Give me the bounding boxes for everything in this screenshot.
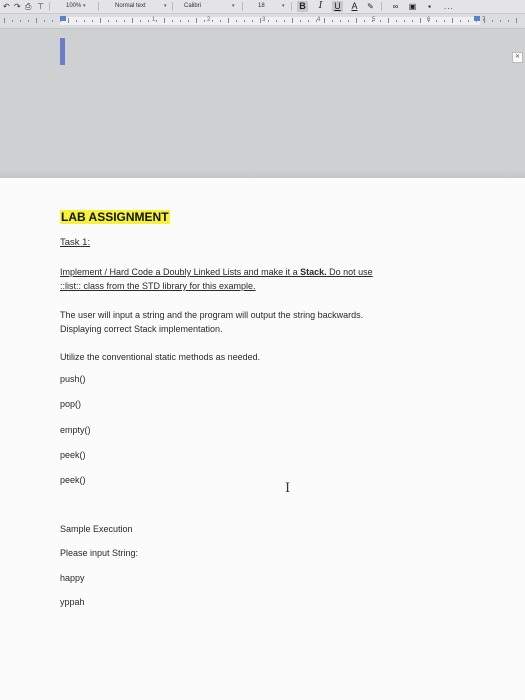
- ruler-tick: [132, 18, 133, 23]
- ruler-tick: [180, 20, 181, 22]
- ruler-tick: [388, 18, 389, 23]
- ruler-number: 3: [262, 17, 266, 23]
- paint-format-icon[interactable]: ⊤: [37, 2, 44, 11]
- ruler-tick: [36, 18, 37, 23]
- ruler-tick: [516, 18, 517, 23]
- ruler-tick: [324, 18, 325, 23]
- method-pop: pop(): [60, 399, 82, 409]
- redo-icon[interactable]: ↷: [14, 2, 21, 11]
- ruler-tick: [332, 20, 333, 22]
- method-empty: empty(): [60, 425, 91, 435]
- font-caret-icon: ▾: [232, 3, 235, 9]
- ruler-tick: [4, 18, 5, 23]
- ruler-tick: [12, 20, 13, 22]
- ruler-tick: [356, 18, 357, 23]
- ruler-tick: [76, 20, 77, 22]
- undo-icon[interactable]: ↶: [3, 2, 10, 11]
- right-indent-marker[interactable]: [474, 16, 480, 21]
- ruler-tick: [396, 20, 397, 22]
- underline-button[interactable]: U: [332, 1, 343, 12]
- ruler-tick: [300, 20, 301, 22]
- font-value: Calibri: [184, 3, 202, 9]
- ruler-tick: [92, 20, 93, 22]
- method-peek: peek(): [60, 450, 86, 460]
- sample-output: yppah: [60, 597, 85, 607]
- highlight-icon[interactable]: ✎: [367, 2, 374, 11]
- ruler-number: 4: [317, 17, 321, 23]
- style-value: Normal text: [115, 3, 146, 9]
- ruler-number: 7: [482, 17, 486, 23]
- text-color-button[interactable]: A: [351, 1, 358, 11]
- ruler-tick: [116, 20, 117, 22]
- ruler-tick: [156, 20, 157, 22]
- method-peek-2: peek(): [60, 475, 86, 485]
- ruler-tick: [124, 20, 125, 22]
- ruler-tick: [60, 20, 61, 22]
- zoom-value: 100%: [66, 3, 82, 9]
- requirement-line-1: [60, 267, 373, 277]
- ruler-number: 5: [372, 17, 376, 23]
- ruler-number: 6: [427, 17, 431, 23]
- sample-input: happy: [60, 573, 85, 583]
- ruler-tick: [52, 20, 53, 22]
- ruler-tick: [348, 20, 349, 22]
- ruler-tick: [284, 20, 285, 22]
- ruler-tick: [340, 20, 341, 22]
- comment-icon[interactable]: ▣: [408, 2, 417, 11]
- ruler-tick: [404, 20, 405, 22]
- ruler-tick: [196, 18, 197, 23]
- method-push: push(): [60, 374, 86, 384]
- document-page[interactable]: [0, 178, 525, 700]
- ruler-tick: [212, 20, 213, 22]
- ruler-tick: [68, 18, 69, 23]
- font-size-value: 18: [258, 3, 265, 9]
- page-gap: [0, 170, 525, 178]
- ruler-tick: [44, 20, 45, 22]
- ruler-number: 1: [152, 17, 156, 23]
- font-size-select[interactable]: [258, 1, 265, 12]
- ruler-tick: [468, 20, 469, 22]
- ruler: [0, 14, 525, 29]
- ruler-tick: [100, 18, 101, 23]
- ruler-tick: [364, 20, 365, 22]
- ruler-tick: [148, 20, 149, 22]
- zoom-select[interactable]: [66, 1, 86, 12]
- ruler-tick: [276, 20, 277, 22]
- ruler-number: 2: [207, 17, 211, 23]
- description-line-1: The user will input a string and the program will output the string backwards.: [60, 310, 364, 320]
- sample-prompt: Please input String:: [60, 548, 139, 558]
- ruler-tick: [140, 20, 141, 22]
- formatting-toolbar: [0, 0, 525, 14]
- ruler-tick: [84, 20, 85, 22]
- ruler-tick: [436, 20, 437, 22]
- link-icon[interactable]: ∞: [392, 2, 399, 11]
- ruler-tick: [308, 20, 309, 22]
- requirement-bold-word: Stack.: [300, 267, 327, 277]
- ruler-tick: [260, 18, 261, 23]
- ruler-tick: [236, 20, 237, 22]
- ruler-tick: [452, 18, 453, 23]
- image-icon[interactable]: ▪: [428, 2, 431, 11]
- font-size-caret-icon: ▾: [282, 3, 285, 9]
- ruler-tick: [188, 20, 189, 22]
- ruler-text-area: [60, 17, 480, 25]
- ruler-tick: [228, 18, 229, 23]
- text-cursor-bar: [60, 38, 65, 65]
- sample-heading: Sample Execution: [60, 524, 133, 534]
- ruler-tick: [380, 20, 381, 22]
- ruler-tick: [252, 20, 253, 22]
- task-label: Task 1:: [60, 237, 91, 248]
- requirement-line-2: ::list:: class from the STD library for this example.: [60, 281, 256, 291]
- ruler-tick: [492, 20, 493, 22]
- more-button[interactable]: ...: [444, 2, 454, 11]
- ruler-tick: [412, 20, 413, 22]
- ruler-tick: [28, 20, 29, 22]
- ruler-tick: [444, 20, 445, 22]
- ruler-tick: [268, 20, 269, 22]
- requirement-text-a: Implement / Hard Code a Doubly Linked Lists and make it a: [60, 267, 301, 277]
- ruler-tick: [244, 20, 245, 22]
- ruler-tick: [20, 20, 21, 22]
- ruler-tick: [460, 20, 461, 22]
- bold-button[interactable]: B: [297, 1, 308, 12]
- style-caret-icon: ▾: [164, 3, 167, 9]
- doc-title: LAB ASSIGNMENT: [61, 210, 169, 224]
- ruler-tick: [172, 20, 173, 22]
- description-line-2: Displaying correct Stack implementation.: [60, 324, 223, 334]
- italic-button[interactable]: I: [318, 1, 323, 11]
- requirement-text-b: Do not use: [326, 267, 373, 277]
- ruler-tick: [164, 18, 165, 23]
- font-select[interactable]: [184, 1, 201, 12]
- style-select[interactable]: [115, 1, 146, 12]
- ruler-tick: [500, 20, 501, 22]
- ruler-tick: [508, 20, 509, 22]
- mouse-ibeam-cursor: I: [285, 481, 291, 496]
- ruler-tick: [420, 18, 421, 23]
- zoom-caret-icon: ▾: [83, 3, 86, 9]
- print-icon[interactable]: ⎙: [25, 2, 32, 11]
- expand-icon[interactable]: ✕: [512, 52, 523, 63]
- ruler-tick: [108, 20, 109, 22]
- ruler-tick: [204, 20, 205, 22]
- description-line-3: Utilize the conventional static methods as needed.: [60, 352, 261, 362]
- ruler-tick: [476, 20, 477, 22]
- ruler-tick: [292, 18, 293, 23]
- ruler-tick: [220, 20, 221, 22]
